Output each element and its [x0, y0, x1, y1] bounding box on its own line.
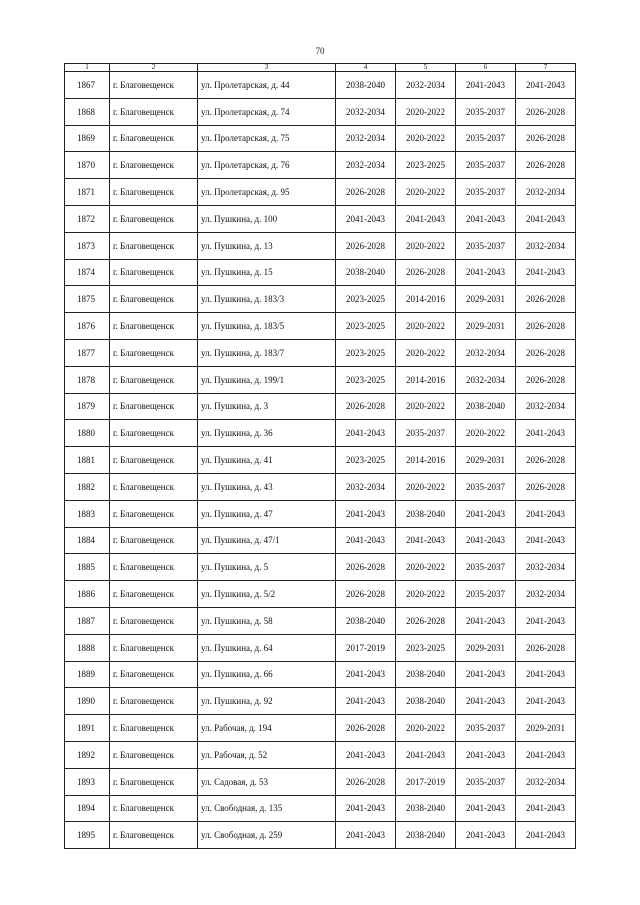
- address: ул. Пушкина, д. 183/3: [198, 286, 336, 313]
- address: ул. Пушкина, д. 100: [198, 205, 336, 232]
- table-row: [65, 581, 576, 608]
- period-col7: 2026-2028: [516, 125, 576, 152]
- period-col6: 2041-2043: [456, 822, 516, 849]
- table-row: [65, 715, 576, 742]
- period-col4: 2041-2043: [336, 500, 396, 527]
- table-row: [65, 286, 576, 313]
- row-number: 1893: [65, 768, 110, 795]
- table-row: [65, 768, 576, 795]
- address: ул. Пушкина, д. 92: [198, 688, 336, 715]
- period-col7: 2041-2043: [516, 72, 576, 99]
- address: ул. Пушкина, д. 47/1: [198, 527, 336, 554]
- address: ул. Пушкина, д. 5: [198, 554, 336, 581]
- address: ул. Пушкина, д. 43: [198, 473, 336, 500]
- row-number: 1882: [65, 473, 110, 500]
- table-row: [65, 527, 576, 554]
- period-col5: 2023-2025: [396, 152, 456, 179]
- period-col7: 2026-2028: [516, 473, 576, 500]
- period-col4: 2023-2025: [336, 366, 396, 393]
- table-row: [65, 420, 576, 447]
- city-name: г. Благовещенск: [110, 795, 198, 822]
- period-col7: 2032-2034: [516, 554, 576, 581]
- row-number: 1880: [65, 420, 110, 447]
- table-row: [65, 393, 576, 420]
- address: ул. Пролетарская, д. 95: [198, 179, 336, 206]
- row-number: 1874: [65, 259, 110, 286]
- period-col5: 2023-2025: [396, 634, 456, 661]
- row-number: 1869: [65, 125, 110, 152]
- city-name: г. Благовещенск: [110, 286, 198, 313]
- period-col7: 2032-2034: [516, 768, 576, 795]
- period-col4: 2026-2028: [336, 232, 396, 259]
- row-number: 1892: [65, 741, 110, 768]
- row-number: 1885: [65, 554, 110, 581]
- table-row: [65, 688, 576, 715]
- row-number: 1870: [65, 152, 110, 179]
- row-number: 1873: [65, 232, 110, 259]
- table-row: [65, 72, 576, 99]
- table-row: [65, 259, 576, 286]
- table-row: [65, 232, 576, 259]
- row-number: 1871: [65, 179, 110, 206]
- period-col6: 2041-2043: [456, 527, 516, 554]
- period-col6: 2041-2043: [456, 500, 516, 527]
- row-number: 1886: [65, 581, 110, 608]
- period-col6: 2041-2043: [456, 795, 516, 822]
- period-col4: 2026-2028: [336, 554, 396, 581]
- address: ул. Пушкина, д. 199/1: [198, 366, 336, 393]
- table-row: [65, 447, 576, 474]
- row-number: 1891: [65, 715, 110, 742]
- period-col4: 2032-2034: [336, 473, 396, 500]
- period-col5: 2020-2022: [396, 473, 456, 500]
- address: ул. Пушкина, д. 3: [198, 393, 336, 420]
- address: ул. Пушкина, д. 5/2: [198, 581, 336, 608]
- period-col4: 2017-2019: [336, 634, 396, 661]
- period-col7: 2032-2034: [516, 232, 576, 259]
- period-col7: 2026-2028: [516, 313, 576, 340]
- table-body: [65, 72, 576, 849]
- period-col5: 2032-2034: [396, 72, 456, 99]
- period-col7: 2041-2043: [516, 527, 576, 554]
- period-col6: 2035-2037: [456, 581, 516, 608]
- city-name: г. Благовещенск: [110, 688, 198, 715]
- period-col7: 2026-2028: [516, 152, 576, 179]
- city-name: г. Благовещенск: [110, 420, 198, 447]
- period-col6: 2041-2043: [456, 741, 516, 768]
- table-row: [65, 500, 576, 527]
- row-number: 1890: [65, 688, 110, 715]
- table-row: [65, 179, 576, 206]
- period-col5: 2020-2022: [396, 339, 456, 366]
- period-col6: 2041-2043: [456, 661, 516, 688]
- period-col6: 2032-2034: [456, 339, 516, 366]
- period-col6: 2041-2043: [456, 72, 516, 99]
- row-number: 1879: [65, 393, 110, 420]
- city-name: г. Благовещенск: [110, 527, 198, 554]
- period-col5: 2038-2040: [396, 822, 456, 849]
- address: ул. Рабочая, д. 52: [198, 741, 336, 768]
- address: ул. Пролетарская, д. 76: [198, 152, 336, 179]
- period-col4: 2041-2043: [336, 527, 396, 554]
- period-col4: 2032-2034: [336, 125, 396, 152]
- period-col7: 2026-2028: [516, 366, 576, 393]
- period-col6: 2035-2037: [456, 125, 516, 152]
- period-col5: 2020-2022: [396, 715, 456, 742]
- row-number: 1867: [65, 72, 110, 99]
- period-col6: 2035-2037: [456, 232, 516, 259]
- period-col5: 2020-2022: [396, 393, 456, 420]
- table-row: [65, 741, 576, 768]
- row-number: 1875: [65, 286, 110, 313]
- city-name: г. Благовещенск: [110, 205, 198, 232]
- period-col6: 2020-2022: [456, 420, 516, 447]
- city-name: г. Благовещенск: [110, 259, 198, 286]
- period-col5: 2014-2016: [396, 447, 456, 474]
- row-number: 1877: [65, 339, 110, 366]
- period-col7: 2041-2043: [516, 420, 576, 447]
- period-col5: 2020-2022: [396, 313, 456, 340]
- period-col6: 2029-2031: [456, 447, 516, 474]
- city-name: г. Благовещенск: [110, 715, 198, 742]
- period-col4: 2023-2025: [336, 447, 396, 474]
- period-col4: 2038-2040: [336, 72, 396, 99]
- table-row: [65, 473, 576, 500]
- period-col6: 2035-2037: [456, 768, 516, 795]
- period-col4: 2038-2040: [336, 259, 396, 286]
- row-number: 1887: [65, 607, 110, 634]
- city-name: г. Благовещенск: [110, 473, 198, 500]
- column-header: 6: [456, 64, 516, 72]
- period-col7: 2029-2031: [516, 715, 576, 742]
- city-name: г. Благовещенск: [110, 607, 198, 634]
- period-col6: 2029-2031: [456, 634, 516, 661]
- city-name: г. Благовещенск: [110, 72, 198, 99]
- period-col7: 2041-2043: [516, 741, 576, 768]
- period-col7: 2026-2028: [516, 98, 576, 125]
- row-number: 1895: [65, 822, 110, 849]
- period-col4: 2041-2043: [336, 741, 396, 768]
- period-col4: 2041-2043: [336, 205, 396, 232]
- column-header: 7: [516, 64, 576, 72]
- period-col4: 2041-2043: [336, 795, 396, 822]
- row-number: 1894: [65, 795, 110, 822]
- row-number: 1881: [65, 447, 110, 474]
- address: ул. Пушкина, д. 66: [198, 661, 336, 688]
- row-number: 1872: [65, 205, 110, 232]
- table-row: [65, 205, 576, 232]
- period-col6: 2029-2031: [456, 286, 516, 313]
- address: ул. Свободная, д. 135: [198, 795, 336, 822]
- table-row: [65, 339, 576, 366]
- column-header: 2: [110, 64, 198, 72]
- period-col6: 2035-2037: [456, 715, 516, 742]
- row-number: 1888: [65, 634, 110, 661]
- period-col6: 2041-2043: [456, 205, 516, 232]
- column-header: 4: [336, 64, 396, 72]
- period-col5: 2017-2019: [396, 768, 456, 795]
- period-col5: 2020-2022: [396, 232, 456, 259]
- period-col7: 2032-2034: [516, 581, 576, 608]
- period-col4: 2041-2043: [336, 688, 396, 715]
- address: ул. Пушкина, д. 47: [198, 500, 336, 527]
- period-col4: 2023-2025: [336, 313, 396, 340]
- period-col7: 2041-2043: [516, 795, 576, 822]
- column-header: 3: [198, 64, 336, 72]
- table-row: [65, 607, 576, 634]
- period-col4: 2023-2025: [336, 339, 396, 366]
- city-name: г. Благовещенск: [110, 741, 198, 768]
- period-col5: 2020-2022: [396, 179, 456, 206]
- period-col7: 2026-2028: [516, 339, 576, 366]
- period-col4: 2038-2040: [336, 607, 396, 634]
- period-col6: 2035-2037: [456, 554, 516, 581]
- page-number: 70: [315, 46, 325, 56]
- address: ул. Пушкина, д. 58: [198, 607, 336, 634]
- address: ул. Садовая, д. 53: [198, 768, 336, 795]
- period-col7: 2026-2028: [516, 447, 576, 474]
- period-col5: 2041-2043: [396, 527, 456, 554]
- city-name: г. Благовещенск: [110, 366, 198, 393]
- period-col5: 2038-2040: [396, 661, 456, 688]
- address: ул. Свободная, д. 259: [198, 822, 336, 849]
- address: ул. Пушкина, д. 183/7: [198, 339, 336, 366]
- city-name: г. Благовещенск: [110, 393, 198, 420]
- city-name: г. Благовещенск: [110, 661, 198, 688]
- address: ул. Пролетарская, д. 75: [198, 125, 336, 152]
- city-name: г. Благовещенск: [110, 313, 198, 340]
- table-row: [65, 152, 576, 179]
- period-col4: 2041-2043: [336, 420, 396, 447]
- period-col5: 2020-2022: [396, 581, 456, 608]
- period-col5: 2026-2028: [396, 607, 456, 634]
- city-name: г. Благовещенск: [110, 768, 198, 795]
- period-col7: 2041-2043: [516, 688, 576, 715]
- address: ул. Пушкина, д. 15: [198, 259, 336, 286]
- period-col4: 2032-2034: [336, 98, 396, 125]
- address: ул. Пролетарская, д. 44: [198, 72, 336, 99]
- city-name: г. Благовещенск: [110, 447, 198, 474]
- table-row: [65, 98, 576, 125]
- city-name: г. Благовещенск: [110, 179, 198, 206]
- period-col7: 2032-2034: [516, 179, 576, 206]
- row-number: 1868: [65, 98, 110, 125]
- address: ул. Пушкина, д. 41: [198, 447, 336, 474]
- column-header: 1: [65, 64, 110, 72]
- city-name: г. Благовещенск: [110, 98, 198, 125]
- period-col4: 2023-2025: [336, 286, 396, 313]
- city-name: г. Благовещенск: [110, 152, 198, 179]
- period-col5: 2038-2040: [396, 500, 456, 527]
- column-number-row: [65, 64, 576, 72]
- period-col6: 2041-2043: [456, 607, 516, 634]
- row-number: 1883: [65, 500, 110, 527]
- period-col6: 2035-2037: [456, 473, 516, 500]
- period-col5: 2020-2022: [396, 98, 456, 125]
- table-row: [65, 822, 576, 849]
- period-col4: 2041-2043: [336, 661, 396, 688]
- period-col5: 2038-2040: [396, 795, 456, 822]
- table-row: [65, 795, 576, 822]
- address: ул. Пролетарская, д. 74: [198, 98, 336, 125]
- column-header: 5: [396, 64, 456, 72]
- city-name: г. Благовещенск: [110, 634, 198, 661]
- period-col5: 2014-2016: [396, 366, 456, 393]
- table-row: [65, 125, 576, 152]
- period-col7: 2041-2043: [516, 500, 576, 527]
- row-number: 1878: [65, 366, 110, 393]
- city-name: г. Благовещенск: [110, 232, 198, 259]
- period-col4: 2026-2028: [336, 393, 396, 420]
- period-col4: 2026-2028: [336, 581, 396, 608]
- period-col6: 2035-2037: [456, 152, 516, 179]
- period-col6: 2041-2043: [456, 688, 516, 715]
- city-name: г. Благовещенск: [110, 822, 198, 849]
- address: ул. Пушкина, д. 36: [198, 420, 336, 447]
- city-name: г. Благовещенск: [110, 581, 198, 608]
- city-name: г. Благовещенск: [110, 125, 198, 152]
- row-number: 1889: [65, 661, 110, 688]
- period-col5: 2041-2043: [396, 741, 456, 768]
- period-col6: 2041-2043: [456, 259, 516, 286]
- period-col7: 2026-2028: [516, 286, 576, 313]
- table-row: [65, 634, 576, 661]
- table-row: [65, 313, 576, 340]
- period-col5: 2026-2028: [396, 259, 456, 286]
- address: ул. Рабочая, д. 194: [198, 715, 336, 742]
- period-col6: 2029-2031: [456, 313, 516, 340]
- period-col7: 2041-2043: [516, 661, 576, 688]
- period-col7: 2026-2028: [516, 634, 576, 661]
- period-col7: 2041-2043: [516, 822, 576, 849]
- city-name: г. Благовещенск: [110, 500, 198, 527]
- period-col5: 2041-2043: [396, 205, 456, 232]
- address: ул. Пушкина, д. 64: [198, 634, 336, 661]
- period-col5: 2020-2022: [396, 554, 456, 581]
- period-col6: 2035-2037: [456, 179, 516, 206]
- period-col4: 2032-2034: [336, 152, 396, 179]
- period-col4: 2041-2043: [336, 822, 396, 849]
- period-col7: 2041-2043: [516, 259, 576, 286]
- period-col7: 2041-2043: [516, 607, 576, 634]
- period-col4: 2026-2028: [336, 768, 396, 795]
- schedule-table: [64, 63, 576, 849]
- period-col4: 2026-2028: [336, 179, 396, 206]
- row-number: 1884: [65, 527, 110, 554]
- period-col7: 2041-2043: [516, 205, 576, 232]
- period-col5: 2020-2022: [396, 125, 456, 152]
- period-col6: 2038-2040: [456, 393, 516, 420]
- row-number: 1876: [65, 313, 110, 340]
- table-row: [65, 554, 576, 581]
- address: ул. Пушкина, д. 13: [198, 232, 336, 259]
- city-name: г. Благовещенск: [110, 339, 198, 366]
- city-name: г. Благовещенск: [110, 554, 198, 581]
- period-col6: 2032-2034: [456, 366, 516, 393]
- table-row: [65, 661, 576, 688]
- period-col5: 2014-2016: [396, 286, 456, 313]
- address: ул. Пушкина, д. 183/5: [198, 313, 336, 340]
- period-col4: 2026-2028: [336, 715, 396, 742]
- period-col5: 2035-2037: [396, 420, 456, 447]
- period-col7: 2032-2034: [516, 393, 576, 420]
- table-row: [65, 366, 576, 393]
- period-col5: 2038-2040: [396, 688, 456, 715]
- period-col6: 2035-2037: [456, 98, 516, 125]
